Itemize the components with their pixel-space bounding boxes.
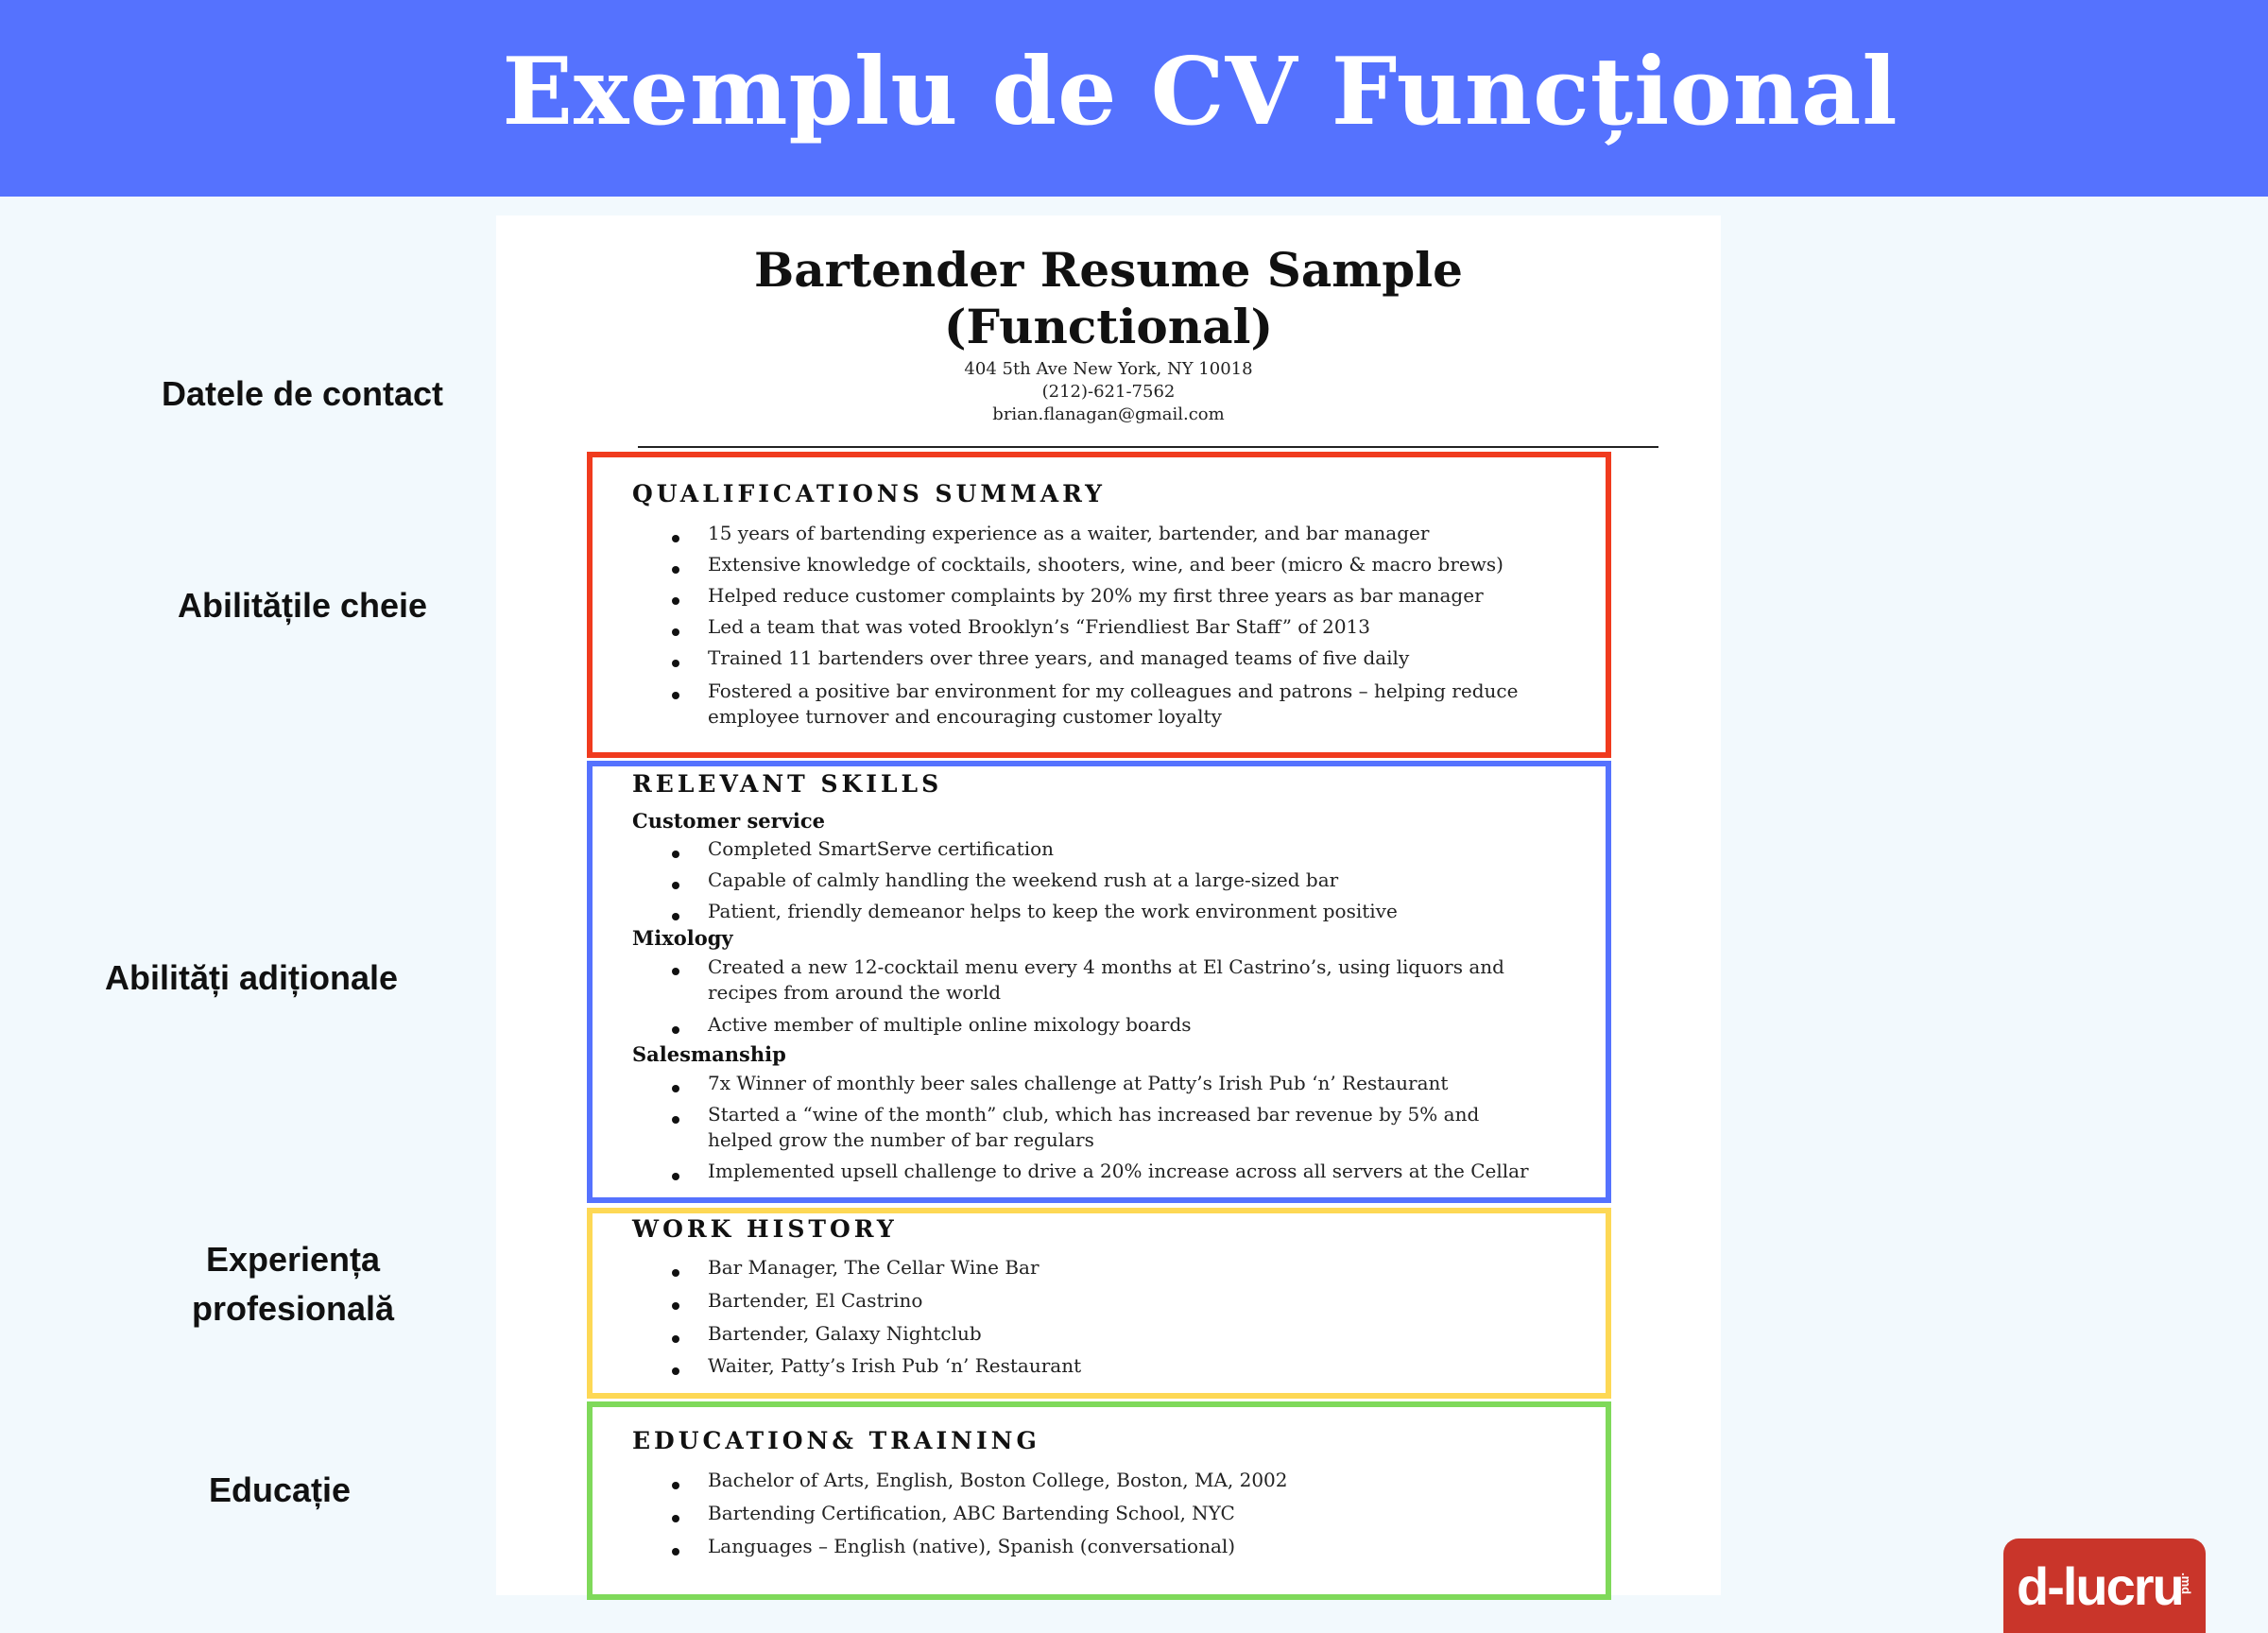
label-experience-line1: Experiența [205,1240,381,1279]
logo-suffix: .md [2179,1573,2193,1595]
list-item: Created a new 12-cocktail menu every 4 months at El Castrino’s, using liquors and recipes from around the world [708,955,1504,1004]
bullet [672,1367,679,1375]
resume-phone: (212)-621-7562 [1041,382,1176,402]
label-education: Educație [208,1470,352,1509]
list-item: Waiter, Patty’s Irish Pub ‘n’ Restaurant [708,1354,1082,1377]
resume-address: 404 5th Ave New York, NY 10018 [964,359,1253,379]
list-item: Completed SmartServe certification [708,837,1055,860]
list-item: Patient, friendly demeanor helps to keep the work environment positive [708,900,1398,922]
bullet [672,882,679,889]
bullet [672,1026,679,1034]
label-contact: Datele de contact [161,374,444,413]
divider [638,446,1658,448]
resume-document [496,215,1721,1595]
bullet [672,1335,679,1343]
list-item: Bar Manager, The Cellar Wine Bar [708,1256,1040,1279]
bullet [672,1085,679,1092]
bullet [672,1548,679,1556]
qualifications-heading: QUALIFICATIONS SUMMARY [632,480,1106,507]
list-item: Bartender, Galaxy Nightclub [708,1322,982,1345]
bullet [672,1173,679,1180]
bullet [672,660,679,667]
list-item: Active member of multiple online mixology boards [708,1013,1192,1036]
skills-heading: RELEVANT SKILLS [632,770,943,798]
subheading-customer-service: Customer service [632,809,826,833]
bullet [672,1302,679,1310]
bullet [672,597,679,605]
list-item: Languages – English (native), Spanish (conversational) [708,1535,1236,1557]
bullet [672,851,679,858]
page-title: Exemplu de CV Funcțional [502,38,1899,146]
list-item: Led a team that was voted Brooklyn’s “Friendliest Bar Staff” of 2013 [708,615,1370,638]
label-additional-skills: Abilități adiționale [104,958,399,997]
work-heading: WORK HISTORY [632,1215,898,1243]
bullet [672,692,679,699]
bullet [672,1116,679,1124]
list-item: Trained 11 bartenders over three years, and managed teams of five daily [708,646,1410,669]
resume-title-line2: (Functional) [943,299,1274,354]
resume-title-line1: Bartender Resume Sample [754,242,1463,298]
list-item: Implemented upsell challenge to drive a 20% increase across all servers at the Cellar [708,1160,1529,1182]
header-banner [0,0,2268,197]
subheading-salesmanship: Salesmanship [632,1042,786,1066]
bullet [672,1269,679,1277]
list-item: 15 years of bartending experience as a waiter, bartender, and bar manager [708,522,1430,544]
label-key-skills: Abilitățile cheie [177,586,428,625]
list-item: 7x Winner of monthly beer sales challenge at Patty’s Irish Pub ‘n’ Restaurant [708,1072,1449,1094]
list-item: Capable of calmly handling the weekend rush at a large-sized bar [708,868,1339,891]
bullet [672,535,679,542]
label-experience-line2: profesională [191,1289,395,1328]
bullet [672,1515,679,1522]
list-item: Bartender, El Castrino [708,1289,923,1312]
bullet [672,968,679,975]
list-item: Fostered a positive bar environment for my colleagues and patrons – helping reduce employee turnover and encouraging customer loyalty [708,679,1519,728]
bullet [672,566,679,574]
list-item: Started a “wine of the month” club, which has increased bar revenue by 5% and helped grow the number of bar regulars [708,1103,1480,1151]
list-item: Bachelor of Arts, English, Boston College, Boston, MA, 2002 [708,1469,1288,1491]
list-item: Extensive knowledge of cocktails, shooters, wine, and beer (micro & macro brews) [708,553,1503,576]
bullet [672,628,679,636]
list-item: Bartending Certification, ABC Bartending School, NYC [708,1502,1235,1524]
brand-logo[interactable] [2003,1538,2206,1633]
bullet [672,1482,679,1489]
resume-email: brian.flanagan@gmail.com [992,404,1225,424]
subheading-mixology: Mixology [632,926,733,950]
list-item: Helped reduce customer complaints by 20% my first three years as bar manager [708,584,1484,607]
education-heading: EDUCATION& TRAINING [632,1427,1040,1454]
resume-title [496,242,1721,355]
bullet [672,913,679,920]
logo-text: d-lucru [2017,1556,2183,1616]
